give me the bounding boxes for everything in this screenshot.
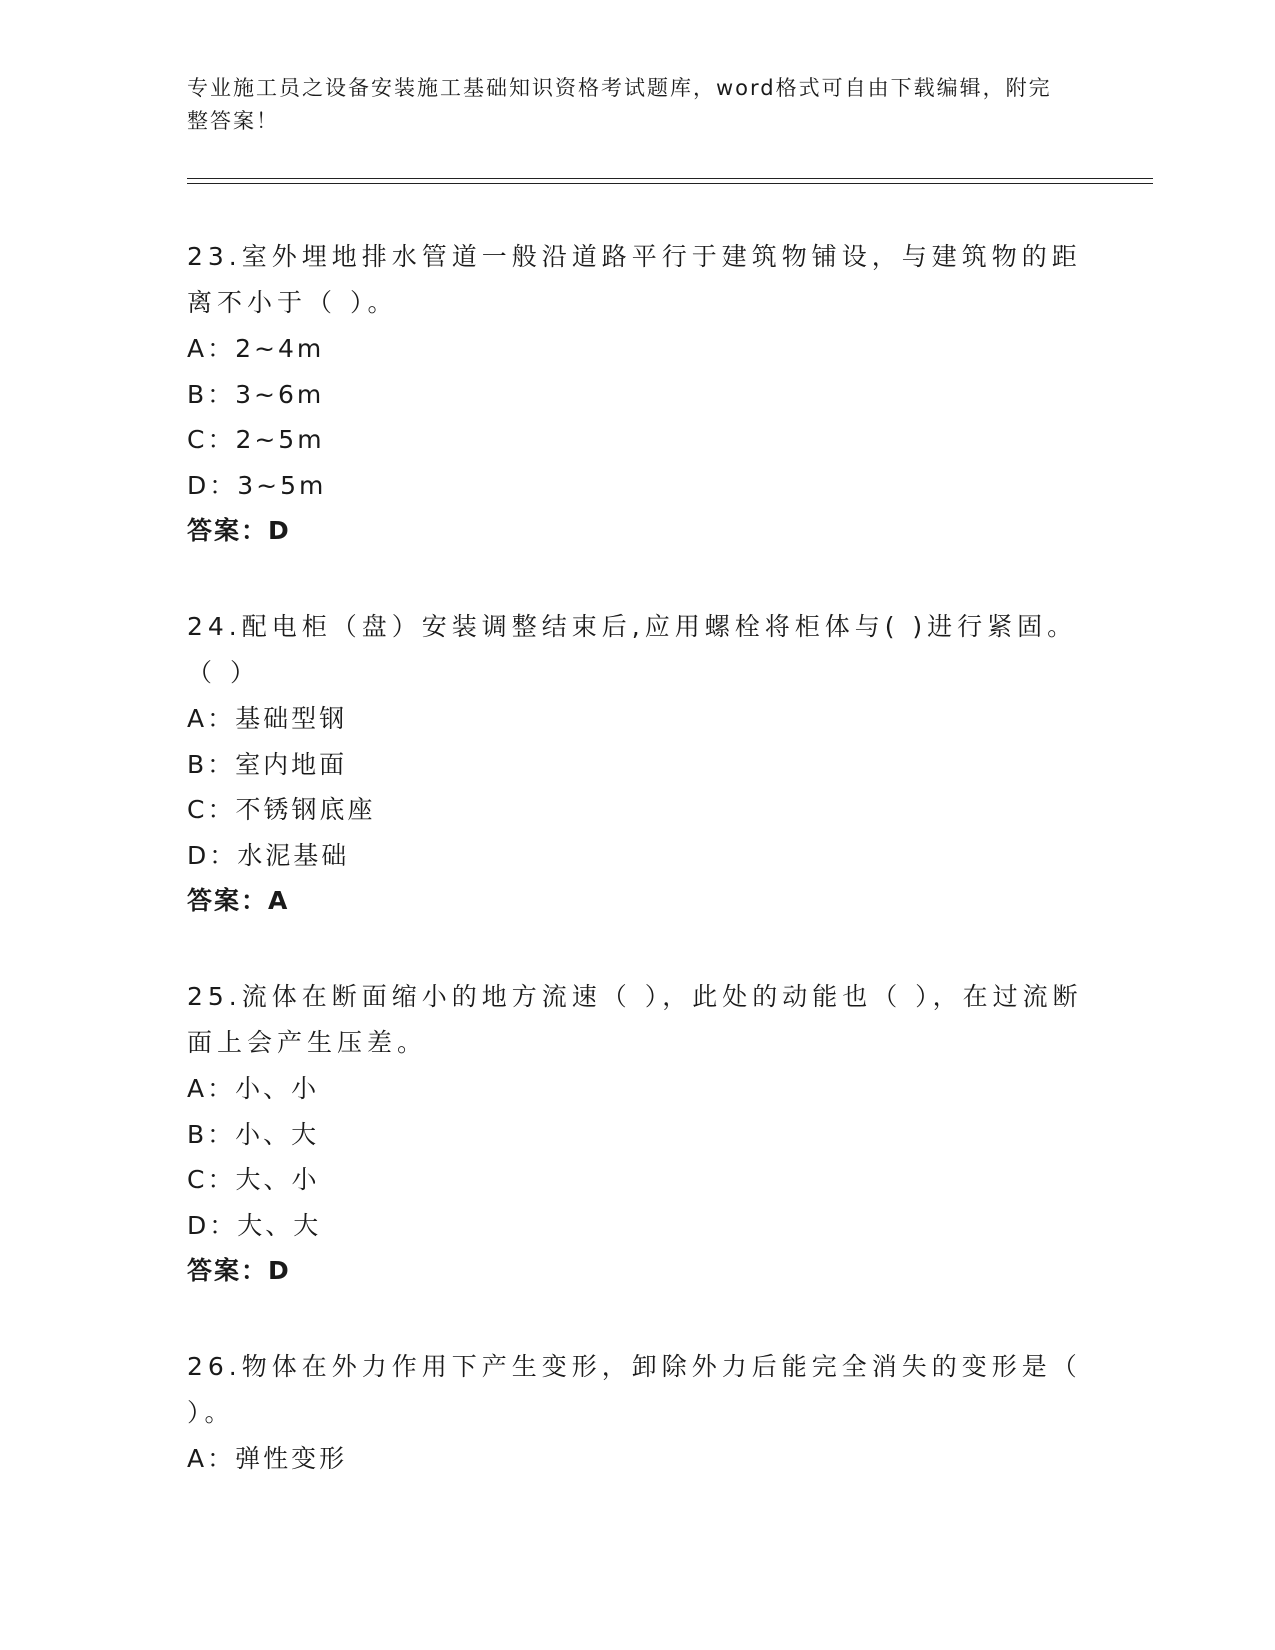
- option-c: C：不锈钢底座: [187, 795, 376, 824]
- document-header: 专业施工员之设备安装施工基础知识资格考试题库，word格式可自由下载编辑，附完整答案！: [187, 76, 1052, 133]
- option-d: D：大、大: [187, 1210, 322, 1240]
- question-list: [187, 234, 1087, 1532]
- answer: 答案：D: [187, 1256, 291, 1285]
- option-b: B：3~6m: [187, 379, 325, 409]
- option-d: D：3~5m: [187, 470, 327, 500]
- question-23: [187, 234, 1087, 554]
- question-stem: 23.室外埋地排水管道一般沿道路平行于建筑物铺设，与建筑物的距离不小于（ ）。: [187, 242, 1082, 317]
- option-d: D：水泥基础: [187, 840, 350, 870]
- option-c: C：2~5m: [187, 425, 325, 454]
- option-c: C：大、小: [187, 1165, 320, 1194]
- question-24: [187, 604, 1087, 924]
- option-b: B：小、大: [187, 1119, 320, 1149]
- option-a: A：弹性变形: [187, 1444, 348, 1473]
- answer: 答案：A: [187, 886, 290, 915]
- option-a: A：基础型钢: [187, 704, 348, 733]
- option-a: A：小、小: [187, 1074, 320, 1103]
- option-a: A：2~4m: [187, 334, 325, 363]
- answer: 答案：D: [187, 516, 291, 545]
- question-stem: 26.物体在外力作用下产生变形，卸除外力后能完全消失的变形是（ ）。: [187, 1352, 1082, 1427]
- question-26: [187, 1344, 1087, 1482]
- header-double-rule: [187, 178, 1153, 184]
- question-25: [187, 974, 1087, 1294]
- option-b: B：室内地面: [187, 749, 348, 779]
- question-stem: 25.流体在断面缩小的地方流速（ ），此处的动能也（ ），在过流断面上会产生压差。: [187, 982, 1083, 1057]
- question-stem: 24.配电柜（盘）安装调整结束后,应用螺栓将柜体与( )进行紧固。（ ）: [187, 612, 1078, 687]
